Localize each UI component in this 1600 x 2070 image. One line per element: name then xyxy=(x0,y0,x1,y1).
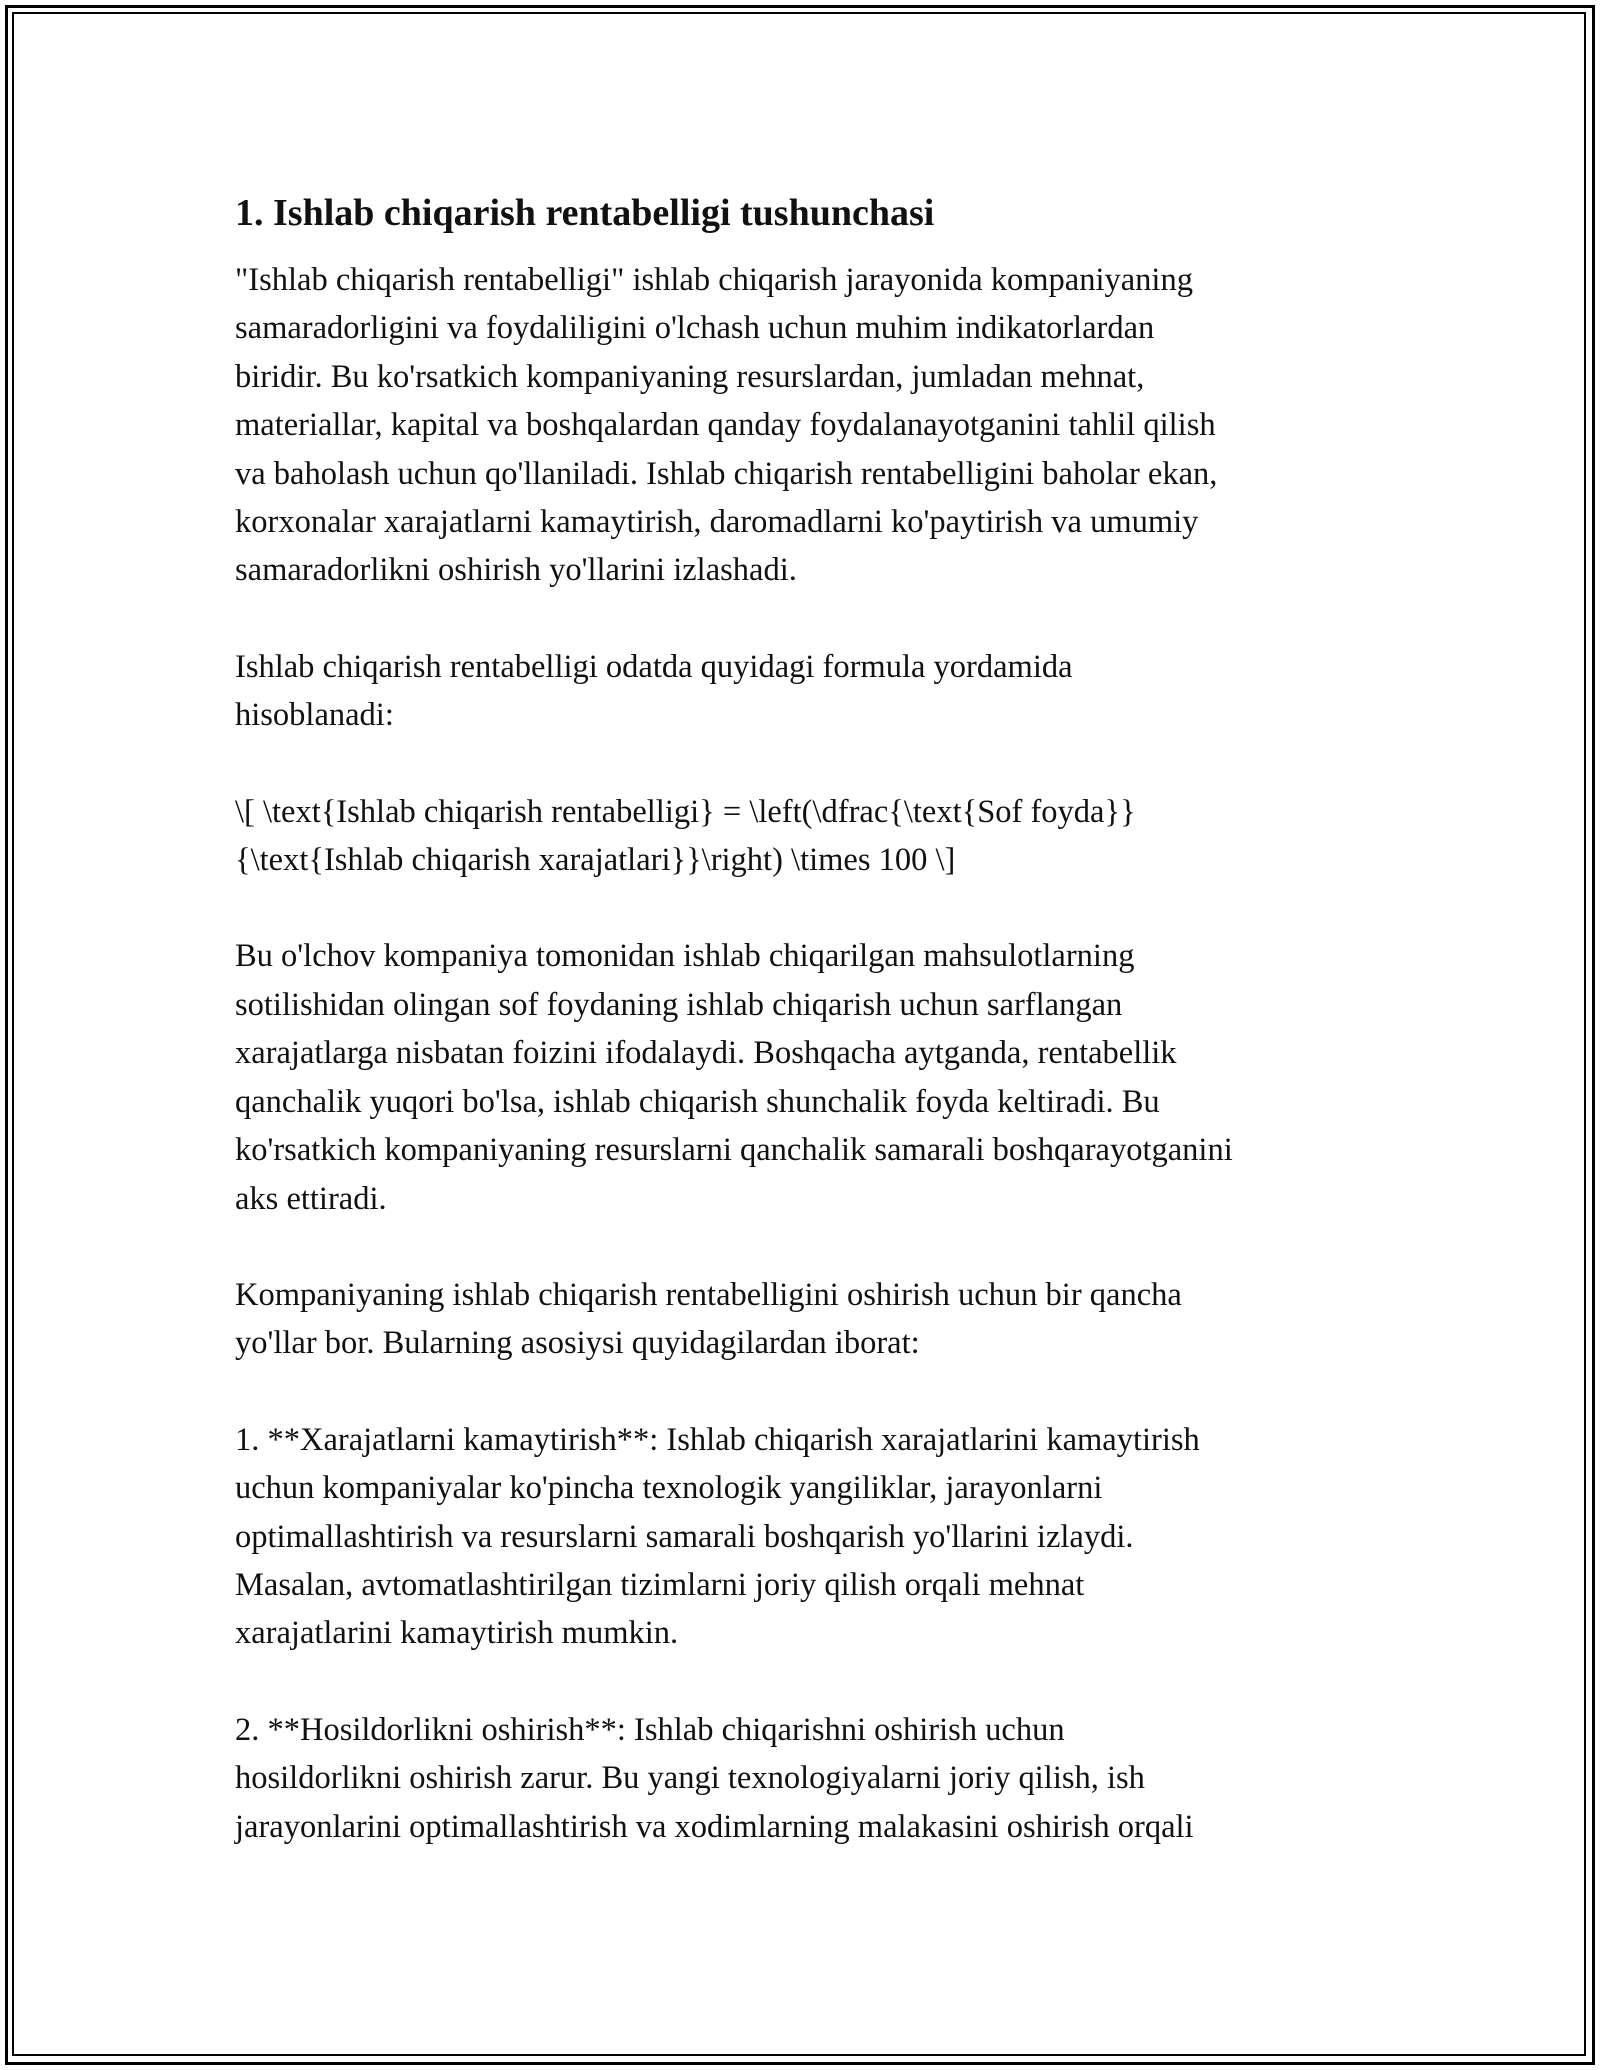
paragraph-formula-intro: Ishlab chiqarish rentabelligi odatda quyidagi formula yordamida hisoblanadi: xyxy=(235,648,1073,734)
page-title: 1. Ishlab chiqarish rentabelligi tushunchasi xyxy=(235,192,935,234)
paragraph-introduction: "Ishlab chiqarish rentabelligi" ishlab chiqarish jarayonida kompaniyaning samaradorligini va foydaliligini o'lchash uchun muhim indikatorlardan biridir. Bu ko'rsatkich kompaniyaning resurslardan, jumladan mehnat, materiallar, kapital va boshqalardan qanday foydalanayotganini tahlil qilish va baholash uchun qo'llaniladi. Ishlab chiqarish rentabelligini baholar ekan, korxonalar xarajatlarni kamaytirish, daromadlarni ko'paytirish va umumiy samaradorlikni oshirish yo'llarini izlashadi. xyxy=(235,262,1218,589)
paragraph-explanation: Bu o'lchov kompaniya tomonidan ishlab chiqarilgan mahsulotlarning sotilishidan olingan sof foydaning ishlab chiqarish uchun sarflangan xarajatlarga nisbatan foizini ifodalaydi. Boshqacha aytganda, rentabellik qanchalik yuqori bo'lsa, ishlab chiqarish shunchalik foyda keltiradi. Bu ko'rsatkich kompaniyaning resurslarni qanchalik samarali boshqarayotganini aks ettiradi. xyxy=(235,938,1233,1217)
paragraph-ways-intro: Kompaniyaning ishlab chiqarish rentabelligini oshirish uchun bir qancha yo'llar bor. Bularning asosiysi quyidagilardan iborat: xyxy=(235,1276,1182,1362)
list-item-cost-reduction: 1. **Xarajatlarni kamaytirish**: Ishlab chiqarish xarajatlarini kamaytirish uchun kompaniyalar ko'pincha texnologik yangiliklar, jarayonlarni optimallashtirish va resurslarni samarali boshqarish yo'llarini izlaydi. Masalan, avtomatlashtirilgan tizimlarni joriy qilish orqali mehnat xarajatlarini kamaytirish mumkin. xyxy=(235,1421,1200,1652)
list-item-productivity: 2. **Hosildorlikni oshirish**: Ishlab chiqarishni oshirish uchun hosildorlikni oshirish zarur. Bu yangi texnologiyalarni joriy qilish, ish jarayonlarini optimallashtirish va xodimlarning malakasini oshirish orqali xyxy=(235,1711,1194,1845)
paragraph-formula: \[ \text{Ishlab chiqarish rentabelligi} = \left(\dfrac{\text{Sof foyda}} {\text{Ishlab chiqarish xarajatlari}}\right) \times 100 \] xyxy=(235,793,1136,879)
document-body xyxy=(235,188,1375,1899)
